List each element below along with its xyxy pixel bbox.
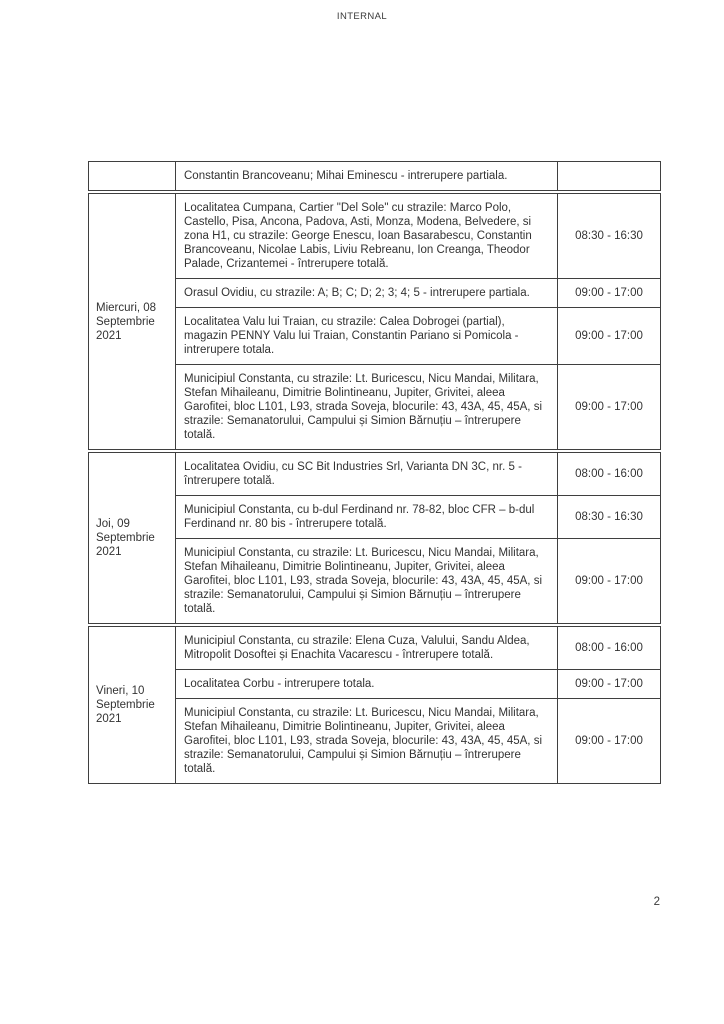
day-group-table <box>88 452 661 624</box>
time-interval-cell: 09:00 - 17:00 <box>558 539 661 624</box>
time-interval-cell: 08:00 - 16:00 <box>558 453 661 496</box>
outage-details-cell: Municipiul Constanta, cu strazile: Lt. Buricescu, Nicu Mandai, Militara, Stefan Mihaileanu, Dimitrie Bolintineanu, Jupiter, Grivitei, aleea Garofitei, bloc L101, L93, strada Soveja, blocurile: 43, 43A, 45, 45A, si strazile: Semanatorului, Campului și Simion Bărnuțiu – întrerupere totală. <box>176 539 558 624</box>
schedule-row <box>89 453 661 496</box>
day-group-table <box>88 626 661 784</box>
schedule-row <box>89 627 661 670</box>
outage-details-cell: Municipiul Constanta, cu strazile: Elena Cuza, Valului, Sandu Aldea, Mitropolit Dosoftei și Enachita Vacarescu - întrerupere totală. <box>176 627 558 670</box>
day-group-table <box>88 161 661 191</box>
page-number: 2 <box>653 896 660 908</box>
outage-details-cell: Localitatea Ovidiu, cu SC Bit Industries Srl, Varianta DN 3C, nr. 5 - întrerupere totală. <box>176 453 558 496</box>
time-interval-cell: 09:00 - 17:00 <box>558 279 661 308</box>
time-interval-cell: 09:00 - 17:00 <box>558 670 661 699</box>
date-cell: Miercuri, 08 Septembrie 2021 <box>89 194 176 450</box>
outage-details-cell: Municipiul Constanta, cu strazile: Lt. Buricescu, Nicu Mandai, Militara, Stefan Mihaileanu, Dimitrie Bolintineanu, Jupiter, Grivitei, aleea Garofitei, bloc L101, L93, strada Soveja, blocurile: 43, 43A, 45, 45A, si strazile: Semanatorului, Campului și Simion Bărnuțiu – întrerupere totală. <box>176 365 558 450</box>
time-interval-cell <box>558 162 661 191</box>
time-interval-cell: 09:00 - 17:00 <box>558 365 661 450</box>
outage-details-cell: Orasul Ovidiu, cu strazile: A; B; C; D; 2; 3; 4; 5 - intrerupere partiala. <box>176 279 558 308</box>
outage-details-cell: Localitatea Cumpana, Cartier "Del Sole" cu strazile: Marco Polo, Castello, Pisa, Ancona, Padova, Asti, Monza, Modena, Belvedere, si zona H1, cu strazile: George Enescu, Ioan Basarabescu, Constantin Brancoveanu, Nicolae Labis, Liviu Rebreanu, Ion Creanga, Theodor Palade, Crizantemei - întrerupere totală. <box>176 194 558 279</box>
schedule-row <box>89 162 661 191</box>
date-cell: Joi, 09 Septembrie 2021 <box>89 453 176 624</box>
outage-details-cell: Localitatea Valu lui Traian, cu strazile: Calea Dobrogei (partial), magazin PENNY Valu lui Traian, Constantin Pariano si Pomicola - intrerupere totala. <box>176 308 558 365</box>
time-interval-cell: 08:30 - 16:30 <box>558 194 661 279</box>
time-interval-cell: 08:00 - 16:00 <box>558 627 661 670</box>
outage-schedule-table <box>88 161 660 784</box>
outage-details-cell: Municipiul Constanta, cu b-dul Ferdinand nr. 78-82, bloc CFR – b-dul Ferdinand nr. 80 bis - întrerupere totală. <box>176 496 558 539</box>
outage-details-cell: Localitatea Corbu - intrerupere totala. <box>176 670 558 699</box>
date-cell <box>89 162 176 191</box>
outage-details-cell: Constantin Brancoveanu; Mihai Eminescu - intrerupere partiala. <box>176 162 558 191</box>
time-interval-cell: 09:00 - 17:00 <box>558 699 661 784</box>
schedule-row <box>89 194 661 279</box>
time-interval-cell: 08:30 - 16:30 <box>558 496 661 539</box>
classification-label: INTERNAL <box>336 11 388 22</box>
day-group-table <box>88 193 661 450</box>
date-cell: Vineri, 10 Septembrie 2021 <box>89 627 176 784</box>
time-interval-cell: 09:00 - 17:00 <box>558 308 661 365</box>
outage-details-cell: Municipiul Constanta, cu strazile: Lt. Buricescu, Nicu Mandai, Militara, Stefan Mihaileanu, Dimitrie Bolintineanu, Jupiter, Grivitei, aleea Garofitei, bloc L101, L93, strada Soveja, blocurile: 43, 43A, 45, 45A, si strazile: Semanatorului, Campului și Simion Bărnuțiu – întrerupere totală. <box>176 699 558 784</box>
